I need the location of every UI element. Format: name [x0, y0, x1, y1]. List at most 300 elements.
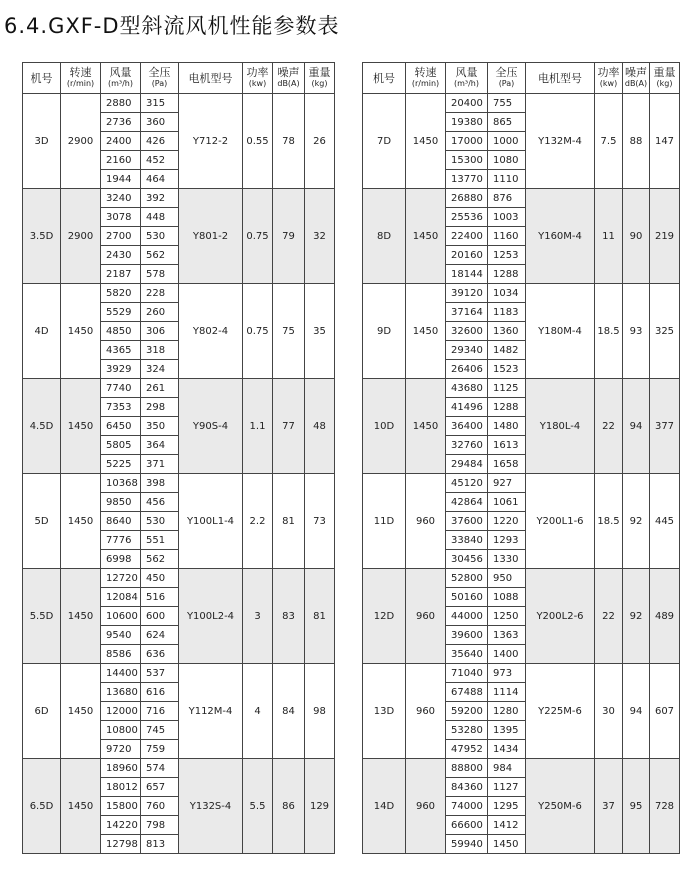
- noise-cell: 88: [623, 94, 650, 189]
- header-pressure-unit: (Pa): [151, 79, 168, 88]
- flow-cell: 5805: [101, 436, 141, 455]
- pressure-cell: 426: [141, 132, 179, 151]
- header-weight-label: 重量: [308, 66, 331, 79]
- motor-cell: Y100L2-4: [179, 569, 243, 664]
- speed-cell: 960: [406, 569, 446, 664]
- flow-cell: 10800: [101, 721, 141, 740]
- header-pressure: [488, 63, 526, 94]
- noise-cell: 92: [623, 474, 650, 569]
- noise-cell: 81: [273, 474, 305, 569]
- pressure-cell: 1360: [488, 322, 526, 341]
- pressure-cell: 1253: [488, 246, 526, 265]
- flow-cell: 2400: [101, 132, 141, 151]
- flow-cell: 20400: [446, 94, 488, 113]
- table-row: [363, 474, 680, 493]
- flow-cell: 67488: [446, 683, 488, 702]
- speed-cell: 960: [406, 759, 446, 854]
- pressure-cell: 530: [141, 512, 179, 531]
- model-cell: 7D: [363, 94, 406, 189]
- noise-cell: 94: [623, 664, 650, 759]
- flow-cell: 2736: [101, 113, 141, 132]
- motor-cell: Y180L-4: [526, 379, 595, 474]
- power-cell: 4: [243, 664, 273, 759]
- pressure-cell: 392: [141, 189, 179, 208]
- power-cell: 18.5: [595, 284, 623, 379]
- flow-cell: 14220: [101, 816, 141, 835]
- speed-cell: 1450: [406, 379, 446, 474]
- pressure-cell: 973: [488, 664, 526, 683]
- weight-cell: 219: [650, 189, 680, 284]
- flow-cell: 3078: [101, 208, 141, 227]
- flow-cell: 18960: [101, 759, 141, 778]
- flow-cell: 43680: [446, 379, 488, 398]
- flow-cell: 36400: [446, 417, 488, 436]
- pressure-cell: 616: [141, 683, 179, 702]
- motor-cell: Y100L1-4: [179, 474, 243, 569]
- model-cell: 5D: [23, 474, 61, 569]
- pressure-cell: 398: [141, 474, 179, 493]
- pressure-cell: 950: [488, 569, 526, 588]
- model-cell: 5.5D: [23, 569, 61, 664]
- power-cell: 0.75: [243, 284, 273, 379]
- pressure-cell: 1080: [488, 151, 526, 170]
- flow-cell: 20160: [446, 246, 488, 265]
- pressure-cell: 551: [141, 531, 179, 550]
- noise-cell: 92: [623, 569, 650, 664]
- motor-cell: Y712-2: [179, 94, 243, 189]
- pressure-cell: 350: [141, 417, 179, 436]
- header-pressure: [141, 63, 179, 94]
- pressure-cell: 624: [141, 626, 179, 645]
- flow-cell: 59200: [446, 702, 488, 721]
- pressure-cell: 1288: [488, 265, 526, 284]
- pressure-cell: 456: [141, 493, 179, 512]
- power-cell: 0.55: [243, 94, 273, 189]
- pressure-cell: 1110: [488, 170, 526, 189]
- pressure-cell: 1288: [488, 398, 526, 417]
- weight-cell: 377: [650, 379, 680, 474]
- header-row: [363, 63, 680, 94]
- motor-cell: Y802-4: [179, 284, 243, 379]
- pressure-cell: 1293: [488, 531, 526, 550]
- pressure-cell: 1480: [488, 417, 526, 436]
- performance-table-right: [362, 62, 680, 854]
- pressure-cell: 324: [141, 360, 179, 379]
- flow-cell: 18012: [101, 778, 141, 797]
- motor-cell: Y132M-4: [526, 94, 595, 189]
- pressure-cell: 261: [141, 379, 179, 398]
- flow-cell: 84360: [446, 778, 488, 797]
- pressure-cell: 1400: [488, 645, 526, 664]
- flow-cell: 30456: [446, 550, 488, 569]
- flow-cell: 18144: [446, 265, 488, 284]
- pressure-cell: 1482: [488, 341, 526, 360]
- pressure-cell: 450: [141, 569, 179, 588]
- weight-cell: 147: [650, 94, 680, 189]
- header-power-unit: (kw): [248, 79, 267, 88]
- pressure-cell: 315: [141, 94, 179, 113]
- pressure-cell: 448: [141, 208, 179, 227]
- pressure-cell: 1000: [488, 132, 526, 151]
- speed-cell: 1450: [61, 474, 101, 569]
- table-row: [363, 189, 680, 208]
- pressure-cell: 636: [141, 645, 179, 664]
- header-pressure-unit: (Pa): [498, 79, 515, 88]
- pressure-cell: 452: [141, 151, 179, 170]
- flow-cell: 26406: [446, 360, 488, 379]
- noise-cell: 84: [273, 664, 305, 759]
- pressure-cell: 530: [141, 227, 179, 246]
- header-flow-unit: (m³/h): [107, 79, 133, 88]
- header-weight: [305, 63, 335, 94]
- flow-cell: 9540: [101, 626, 141, 645]
- model-cell: 12D: [363, 569, 406, 664]
- pressure-cell: 1613: [488, 436, 526, 455]
- header-motor-label: 电机型号: [188, 71, 233, 85]
- pressure-cell: 464: [141, 170, 179, 189]
- header-pressure-label: 全压: [148, 66, 171, 79]
- motor-cell: Y801-2: [179, 189, 243, 284]
- noise-cell: 77: [273, 379, 305, 474]
- flow-cell: 66600: [446, 816, 488, 835]
- model-cell: 11D: [363, 474, 406, 569]
- flow-cell: 32760: [446, 436, 488, 455]
- pressure-cell: 1003: [488, 208, 526, 227]
- pressure-cell: 318: [141, 341, 179, 360]
- pressure-cell: 562: [141, 550, 179, 569]
- pressure-cell: 1412: [488, 816, 526, 835]
- model-cell: 3D: [23, 94, 61, 189]
- flow-cell: 5529: [101, 303, 141, 322]
- motor-cell: Y250M-6: [526, 759, 595, 854]
- motor-cell: Y160M-4: [526, 189, 595, 284]
- pressure-cell: 745: [141, 721, 179, 740]
- flow-cell: 50160: [446, 588, 488, 607]
- table-row: [23, 94, 335, 113]
- pressure-cell: 927: [488, 474, 526, 493]
- pressure-cell: 716: [141, 702, 179, 721]
- pressure-cell: 306: [141, 322, 179, 341]
- motor-cell: Y180M-4: [526, 284, 595, 379]
- pressure-cell: 537: [141, 664, 179, 683]
- flow-cell: 35640: [446, 645, 488, 664]
- speed-cell: 1450: [406, 284, 446, 379]
- power-cell: 0.75: [243, 189, 273, 284]
- power-cell: 7.5: [595, 94, 623, 189]
- table-row: [23, 664, 335, 683]
- pressure-cell: 578: [141, 265, 179, 284]
- header-noise-unit: dB(A): [277, 79, 300, 88]
- header-model-label: 机号: [373, 71, 395, 85]
- header-model: [23, 63, 61, 94]
- header-weight-label: 重量: [653, 66, 676, 79]
- power-cell: 1.1: [243, 379, 273, 474]
- speed-cell: 1450: [61, 284, 101, 379]
- model-cell: 4.5D: [23, 379, 61, 474]
- motor-cell: Y200L2-6: [526, 569, 595, 664]
- flow-cell: 9850: [101, 493, 141, 512]
- pressure-cell: 1450: [488, 835, 526, 854]
- flow-cell: 47952: [446, 740, 488, 759]
- header-model: [363, 63, 406, 94]
- power-cell: 37: [595, 759, 623, 854]
- power-cell: 22: [595, 379, 623, 474]
- flow-cell: 7353: [101, 398, 141, 417]
- flow-cell: 26880: [446, 189, 488, 208]
- pressure-cell: 516: [141, 588, 179, 607]
- speed-cell: 1450: [406, 189, 446, 284]
- pressure-cell: 1363: [488, 626, 526, 645]
- flow-cell: 3240: [101, 189, 141, 208]
- performance-table-left: [22, 62, 335, 854]
- pressure-cell: 657: [141, 778, 179, 797]
- flow-cell: 37164: [446, 303, 488, 322]
- flow-cell: 39600: [446, 626, 488, 645]
- flow-cell: 33840: [446, 531, 488, 550]
- noise-cell: 86: [273, 759, 305, 854]
- flow-cell: 44000: [446, 607, 488, 626]
- flow-cell: 32600: [446, 322, 488, 341]
- header-speed-label: 转速: [69, 66, 92, 79]
- pressure-cell: 755: [488, 94, 526, 113]
- weight-cell: 32: [305, 189, 335, 284]
- weight-cell: 26: [305, 94, 335, 189]
- noise-cell: 78: [273, 94, 305, 189]
- header-flow: [101, 63, 141, 94]
- pressure-cell: 260: [141, 303, 179, 322]
- pressure-cell: 600: [141, 607, 179, 626]
- pressure-cell: 1658: [488, 455, 526, 474]
- flow-cell: 71040: [446, 664, 488, 683]
- pressure-cell: 1088: [488, 588, 526, 607]
- header-power-label: 功率: [246, 66, 269, 79]
- pressure-cell: 1330: [488, 550, 526, 569]
- model-cell: 9D: [363, 284, 406, 379]
- pressure-cell: 1127: [488, 778, 526, 797]
- pressure-cell: 813: [141, 835, 179, 854]
- model-cell: 3.5D: [23, 189, 61, 284]
- header-motor: [179, 63, 243, 94]
- flow-cell: 39120: [446, 284, 488, 303]
- pressure-cell: 1295: [488, 797, 526, 816]
- pressure-cell: 364: [141, 436, 179, 455]
- table-row: [363, 94, 680, 113]
- speed-cell: 2900: [61, 189, 101, 284]
- header-noise-label: 噪声: [625, 66, 647, 79]
- pressure-cell: 760: [141, 797, 179, 816]
- speed-cell: 960: [406, 664, 446, 759]
- table-row: [23, 189, 335, 208]
- pressure-cell: 798: [141, 816, 179, 835]
- pressure-cell: 759: [141, 740, 179, 759]
- header-weight-unit: (kg): [311, 79, 328, 88]
- weight-cell: 445: [650, 474, 680, 569]
- pressure-cell: 360: [141, 113, 179, 132]
- pressure-cell: 1434: [488, 740, 526, 759]
- header-speed: [61, 63, 101, 94]
- power-cell: 5.5: [243, 759, 273, 854]
- flow-cell: 4365: [101, 341, 141, 360]
- table-row: [363, 379, 680, 398]
- flow-cell: 29484: [446, 455, 488, 474]
- header-noise: [273, 63, 305, 94]
- pressure-cell: 865: [488, 113, 526, 132]
- motor-cell: Y200L1-6: [526, 474, 595, 569]
- flow-cell: 74000: [446, 797, 488, 816]
- flow-cell: 17000: [446, 132, 488, 151]
- pressure-cell: 298: [141, 398, 179, 417]
- flow-cell: 2430: [101, 246, 141, 265]
- table-row: [23, 759, 335, 778]
- flow-cell: 59940: [446, 835, 488, 854]
- flow-cell: 15800: [101, 797, 141, 816]
- flow-cell: 7740: [101, 379, 141, 398]
- power-cell: 30: [595, 664, 623, 759]
- power-cell: 2.2: [243, 474, 273, 569]
- pressure-cell: 228: [141, 284, 179, 303]
- motor-cell: Y225M-6: [526, 664, 595, 759]
- header-speed: [406, 63, 446, 94]
- pressure-cell: 1280: [488, 702, 526, 721]
- speed-cell: 2900: [61, 94, 101, 189]
- weight-cell: 489: [650, 569, 680, 664]
- header-noise: [623, 63, 650, 94]
- header-noise-label: 噪声: [277, 66, 300, 79]
- header-power-unit: (kw): [599, 79, 618, 88]
- noise-cell: 79: [273, 189, 305, 284]
- flow-cell: 10368: [101, 474, 141, 493]
- power-cell: 18.5: [595, 474, 623, 569]
- weight-cell: 81: [305, 569, 335, 664]
- header-pressure-label: 全压: [495, 66, 518, 79]
- flow-cell: 41496: [446, 398, 488, 417]
- flow-cell: 42864: [446, 493, 488, 512]
- header-weight: [650, 63, 680, 94]
- weight-cell: 35: [305, 284, 335, 379]
- table-row: [363, 664, 680, 683]
- speed-cell: 960: [406, 474, 446, 569]
- flow-cell: 10600: [101, 607, 141, 626]
- flow-cell: 2160: [101, 151, 141, 170]
- flow-cell: 14400: [101, 664, 141, 683]
- weight-cell: 73: [305, 474, 335, 569]
- flow-cell: 52800: [446, 569, 488, 588]
- page-title: 6.4.GXF-D型斜流风机性能参数表: [4, 14, 340, 38]
- speed-cell: 1450: [61, 664, 101, 759]
- power-cell: 22: [595, 569, 623, 664]
- model-cell: 4D: [23, 284, 61, 379]
- table-row: [363, 759, 680, 778]
- flow-cell: 12084: [101, 588, 141, 607]
- flow-cell: 37600: [446, 512, 488, 531]
- header-weight-unit: (kg): [656, 79, 673, 88]
- flow-cell: 15300: [446, 151, 488, 170]
- flow-cell: 12798: [101, 835, 141, 854]
- pressure-cell: 1160: [488, 227, 526, 246]
- flow-cell: 45120: [446, 474, 488, 493]
- power-cell: 11: [595, 189, 623, 284]
- table-row: [363, 569, 680, 588]
- weight-cell: 129: [305, 759, 335, 854]
- flow-cell: 22400: [446, 227, 488, 246]
- weight-cell: 98: [305, 664, 335, 759]
- header-model-label: 机号: [30, 71, 53, 85]
- table-row: [363, 284, 680, 303]
- flow-cell: 13770: [446, 170, 488, 189]
- pressure-cell: 1034: [488, 284, 526, 303]
- flow-cell: 5225: [101, 455, 141, 474]
- weight-cell: 607: [650, 664, 680, 759]
- pressure-cell: 1114: [488, 683, 526, 702]
- flow-cell: 13680: [101, 683, 141, 702]
- model-cell: 10D: [363, 379, 406, 474]
- pressure-cell: 1220: [488, 512, 526, 531]
- pressure-cell: 1125: [488, 379, 526, 398]
- weight-cell: 325: [650, 284, 680, 379]
- header-power: [243, 63, 273, 94]
- pressure-cell: 1061: [488, 493, 526, 512]
- pressure-cell: 1250: [488, 607, 526, 626]
- header-power-label: 功率: [597, 66, 620, 79]
- noise-cell: 83: [273, 569, 305, 664]
- flow-cell: 29340: [446, 341, 488, 360]
- header-noise-unit: dB(A): [624, 79, 648, 88]
- header-speed-label: 转速: [414, 66, 437, 79]
- flow-cell: 3929: [101, 360, 141, 379]
- noise-cell: 90: [623, 189, 650, 284]
- flow-cell: 6450: [101, 417, 141, 436]
- flow-cell: 8640: [101, 512, 141, 531]
- model-cell: 6.5D: [23, 759, 61, 854]
- header-flow-label: 风量: [455, 66, 478, 79]
- table-row: [23, 569, 335, 588]
- weight-cell: 48: [305, 379, 335, 474]
- flow-cell: 19380: [446, 113, 488, 132]
- pressure-cell: 1183: [488, 303, 526, 322]
- header-power: [595, 63, 623, 94]
- header-speed-unit: (r/min): [66, 79, 95, 88]
- table-row: [23, 284, 335, 303]
- noise-cell: 93: [623, 284, 650, 379]
- flow-cell: 53280: [446, 721, 488, 740]
- flow-cell: 4850: [101, 322, 141, 341]
- pressure-cell: 1395: [488, 721, 526, 740]
- noise-cell: 94: [623, 379, 650, 474]
- flow-cell: 5820: [101, 284, 141, 303]
- header-flow-unit: (m³/h): [453, 79, 479, 88]
- flow-cell: 25536: [446, 208, 488, 227]
- model-cell: 14D: [363, 759, 406, 854]
- pressure-cell: 371: [141, 455, 179, 474]
- noise-cell: 95: [623, 759, 650, 854]
- motor-cell: Y132S-4: [179, 759, 243, 854]
- speed-cell: 1450: [61, 379, 101, 474]
- pressure-cell: 876: [488, 189, 526, 208]
- pressure-cell: 562: [141, 246, 179, 265]
- flow-cell: 6998: [101, 550, 141, 569]
- speed-cell: 1450: [61, 759, 101, 854]
- pressure-cell: 984: [488, 759, 526, 778]
- motor-cell: Y112M-4: [179, 664, 243, 759]
- pressure-cell: 574: [141, 759, 179, 778]
- flow-cell: 2700: [101, 227, 141, 246]
- flow-cell: 12000: [101, 702, 141, 721]
- header-flow: [446, 63, 488, 94]
- table-row: [23, 474, 335, 493]
- flow-cell: 9720: [101, 740, 141, 759]
- noise-cell: 75: [273, 284, 305, 379]
- power-cell: 3: [243, 569, 273, 664]
